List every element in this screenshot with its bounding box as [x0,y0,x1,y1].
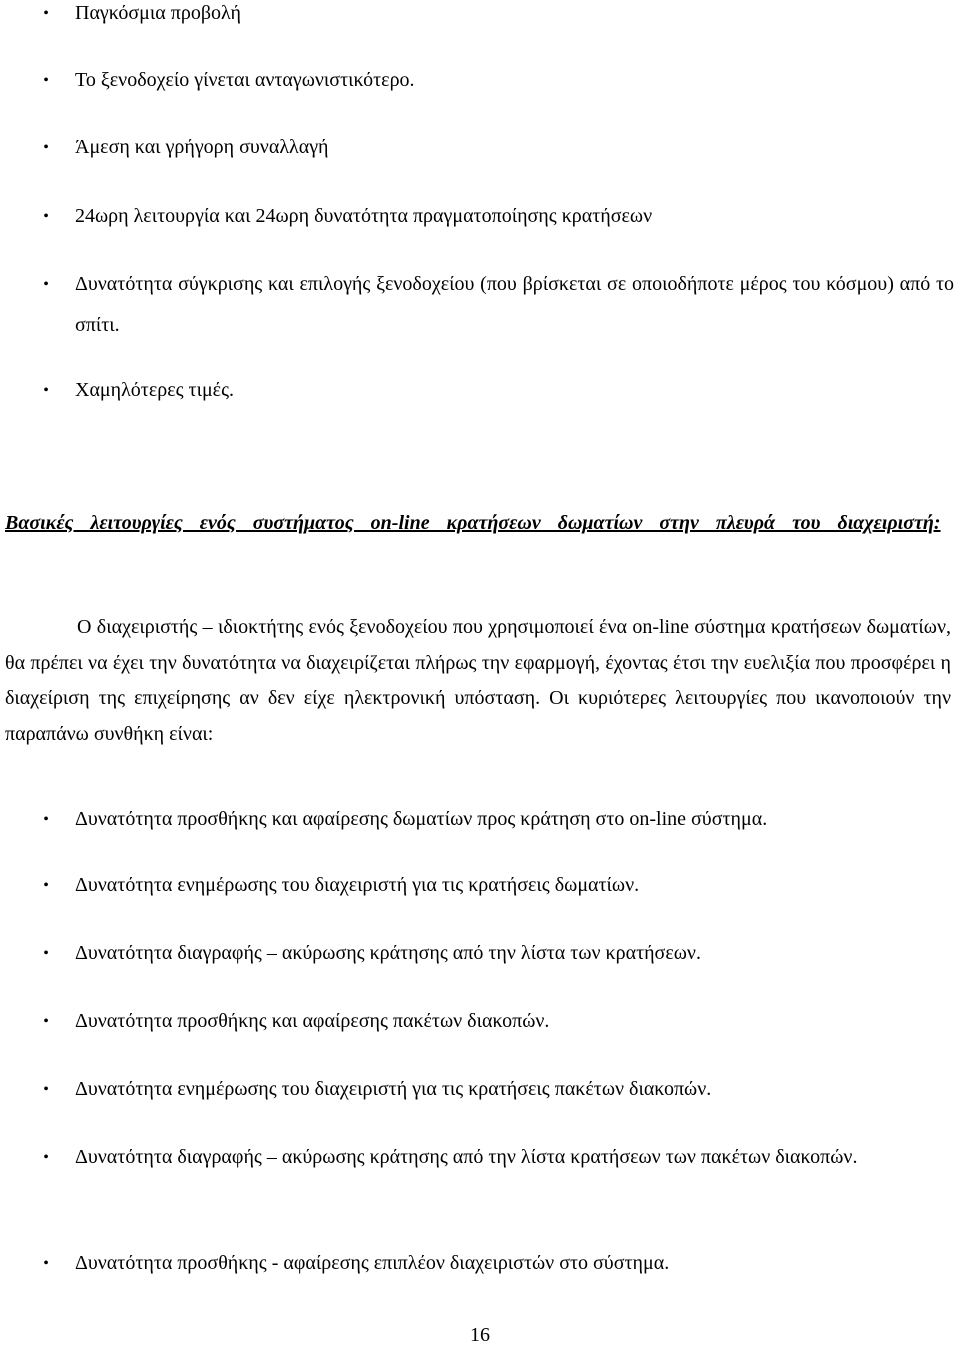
bullet-icon: • [43,276,49,293]
bullet-icon: • [43,1149,49,1166]
list-item-text: Δυνατότητα προσθήκης και αφαίρεσης πακέτων διακοπών. [75,1010,550,1032]
list-item [0,0,960,34]
list-item-text: Δυνατότητα σύγκρισης και επιλογής ξενοδοχείου (που βρίσκεται σε οποιοδήποτε μέρος του κόσμου) από το σπίτι. [75,273,954,336]
list-item [0,370,960,411]
list-item-text: Δυνατότητα προσθήκης - αφαίρεσης επιπλέον διαχειριστών στο σύστημα. [75,1252,670,1274]
bullet-icon: • [43,5,49,22]
list-item [0,799,960,840]
bullet-icon: • [43,382,49,399]
list-item [0,264,960,346]
list-item [0,1243,960,1284]
list-item [0,60,960,101]
list-item [0,127,960,168]
page-number: 16 [470,1324,490,1346]
list-item [0,1001,960,1042]
list-item [0,865,960,906]
list-item-text: Δυνατότητα ενημέρωσης του διαχειριστή για τις κρατήσεις δωματίων. [75,874,640,896]
bullet-icon: • [43,139,49,156]
section-heading: Βασικές λειτουργίες ενός συστήματος on-line κρατήσεων δωματίων στην πλευρά του διαχειριστή: [5,512,941,534]
list-item-text: Το ξενοδοχείο γίνεται ανταγωνιστικότερο. [75,69,415,91]
list-item [0,933,960,974]
list-item-text: Δυνατότητα προσθήκης και αφαίρεσης δωματίων προς κράτηση στο on-line σύστημα. [75,808,768,830]
body-paragraph: Ο διαχειριστής – ιδιοκτήτης ενός ξενοδοχείου που χρησιμοποιεί ένα on-line σύστημα κρατήσεων δωματίων, θα πρέπει να έχει την δυνατότητα να διαχειρίζεται πλήρως την εφαρμογή, έχοντας έτσι την ευελιξία που προσφέρει η διαχείριση της επιχείρησης αν δεν είχε ηλεκτρονική υπόσταση. Οι κυριότερες λειτουργίες που ικανοποιούν την παραπάνω συνθήκη είναι: [5,616,951,745]
bullet-icon: • [43,877,49,894]
list-item-text: Δυνατότητα διαγραφής – ακύρωσης κράτησης από την λίστα κρατήσεων των πακέτων διακοπών. [75,1146,858,1168]
list-item [0,196,960,237]
list-item-text: Παγκόσμια προβολή [75,2,241,24]
list-item [0,1137,960,1178]
list-item-text: Χαμηλότερες τιμές. [75,379,234,401]
bullet-icon: • [43,945,49,962]
list-item-text: Δυνατότητα ενημέρωσης του διαχειριστή για τις κρατήσεις πακέτων διακοπών. [75,1078,712,1100]
list-item-text: 24ωρη λειτουργία και 24ωρη δυνατότητα πραγματοποίησης κρατήσεων [75,205,653,227]
bullet-icon: • [43,1255,49,1272]
list-item [0,1069,960,1110]
bullet-icon: • [43,208,49,225]
bullet-icon: • [43,1081,49,1098]
bullet-icon: • [43,72,49,89]
list-item-text: Άμεση και γρήγορη συναλλαγή [75,136,329,158]
list-item-text: Δυνατότητα διαγραφής – ακύρωσης κράτησης από την λίστα των κρατήσεων. [75,942,701,964]
bullet-icon: • [43,1013,49,1030]
bullet-icon: • [43,811,49,828]
